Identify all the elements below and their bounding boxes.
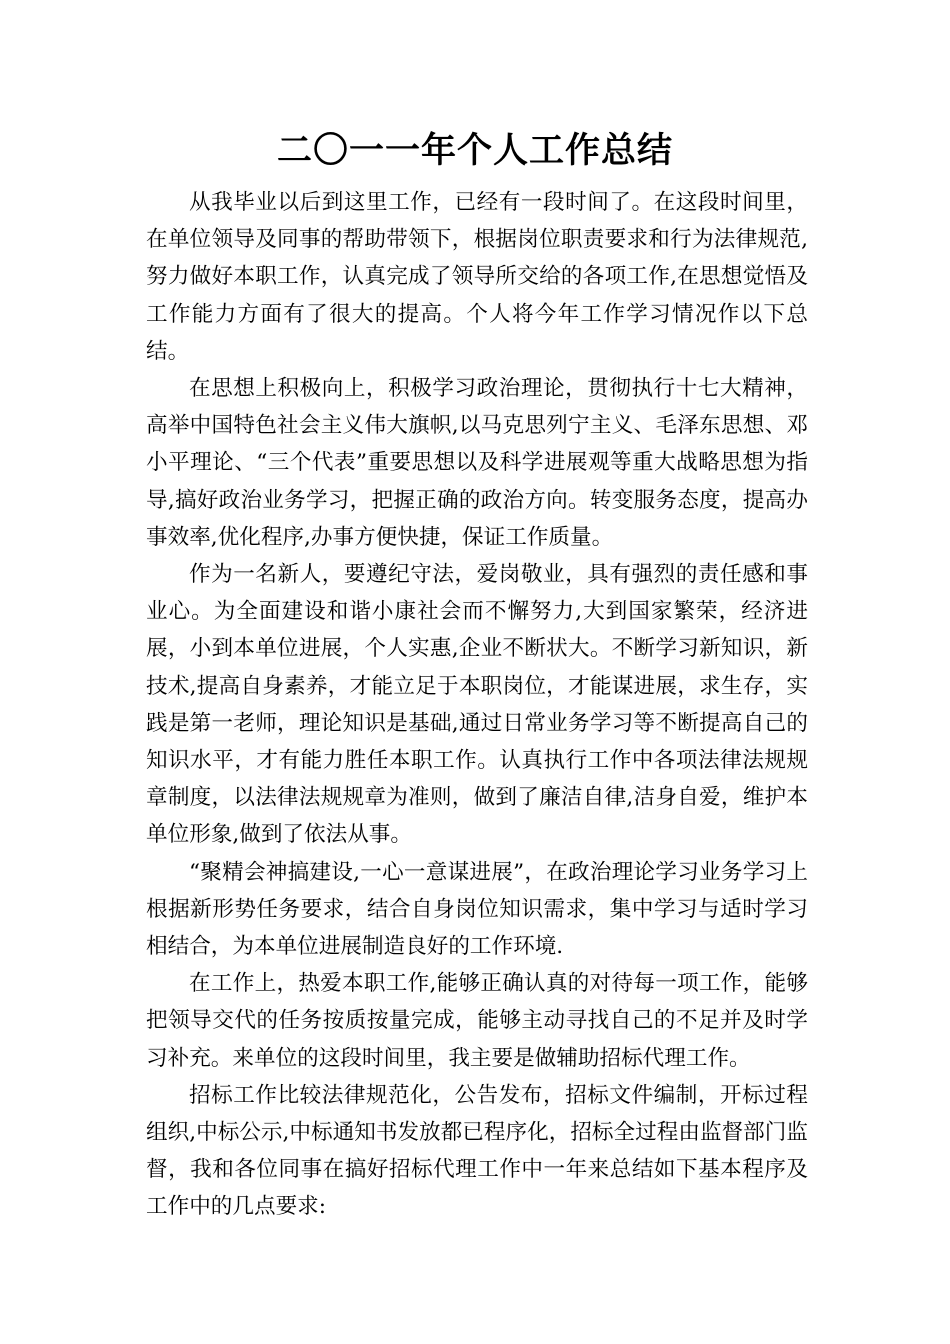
paragraph-4: “聚精会神搞建设,一心一意谋进展”，在政治理论学习业务学习上根据新形势任务要求，结合自身岗位知识需求，集中学习与适时学习相结合，为本单位进展制造良好的工作环境.	[146, 859, 808, 960]
document-title: 二〇一一年个人工作总结	[276, 131, 673, 171]
paragraph-3: 作为一名新人，要遵纪守法，爱岗敬业，具有强烈的责任感和事业心。为全面建设和谐小康社会而不懈努力,大到国家繁荣，经济进展，小到本单位进展，个人实惠,企业不断状大。不断学习新知识，新技术,提高自身素养，才能立足于本职岗位，才能谋进展，求生存，实践是第一老师，理论知识是基础,通过日常业务学习等不断提高自己的知识水平，才有能力胜任本职工作。认真执行工作中各项法律法规规章制度，以法律法规规章为准则，做到了廉洁自律,洁身自爱，维护本单位形象,做到了依法从事。	[146, 562, 808, 848]
document-body	[146, 184, 808, 1226]
paragraph-2: 在思想上积极向上，积极学习政治理论，贯彻执行十七大精神，高举中国特色社会主义伟大旗帜,以马克思列宁主义、毛泽东思想、邓小平理论、“三个代表”重要思想以及科学进展观等重大战略思想为指导,搞好政治业务学习，把握正确的政治方向。转变服务态度，提高办事效率,优化程序,办事方便快捷，保证工作质量。	[146, 376, 808, 550]
paragraph-1: 从我毕业以后到这里工作，已经有一段时间了。在这段时间里，在单位领导及同事的帮助带领下，根据岗位职责要求和行为法律规范,努力做好本职工作，认真完成了领导所交给的各项工作,在思想觉悟及工作能力方面有了很大的提高。个人将今年工作学习情况作以下总结。	[146, 190, 808, 364]
paragraph-5: 在工作上，热爱本职工作,能够正确认真的对待每一项工作，能够把领导交代的任务按质按量完成，能够主动寻找自己的不足并及时学习补充。来单位的这段时间里，我主要是做辅助招标代理工作。	[146, 971, 808, 1071]
paragraph-6: 招标工作比较法律规范化，公告发布，招标文件编制，开标过程组织,中标公示,中标通知书发放都已程序化，招标全过程由监督部门监督，我和各位同事在搞好招标代理工作中一年来总结如下基本程序及工作中的几点要求:	[146, 1082, 808, 1220]
